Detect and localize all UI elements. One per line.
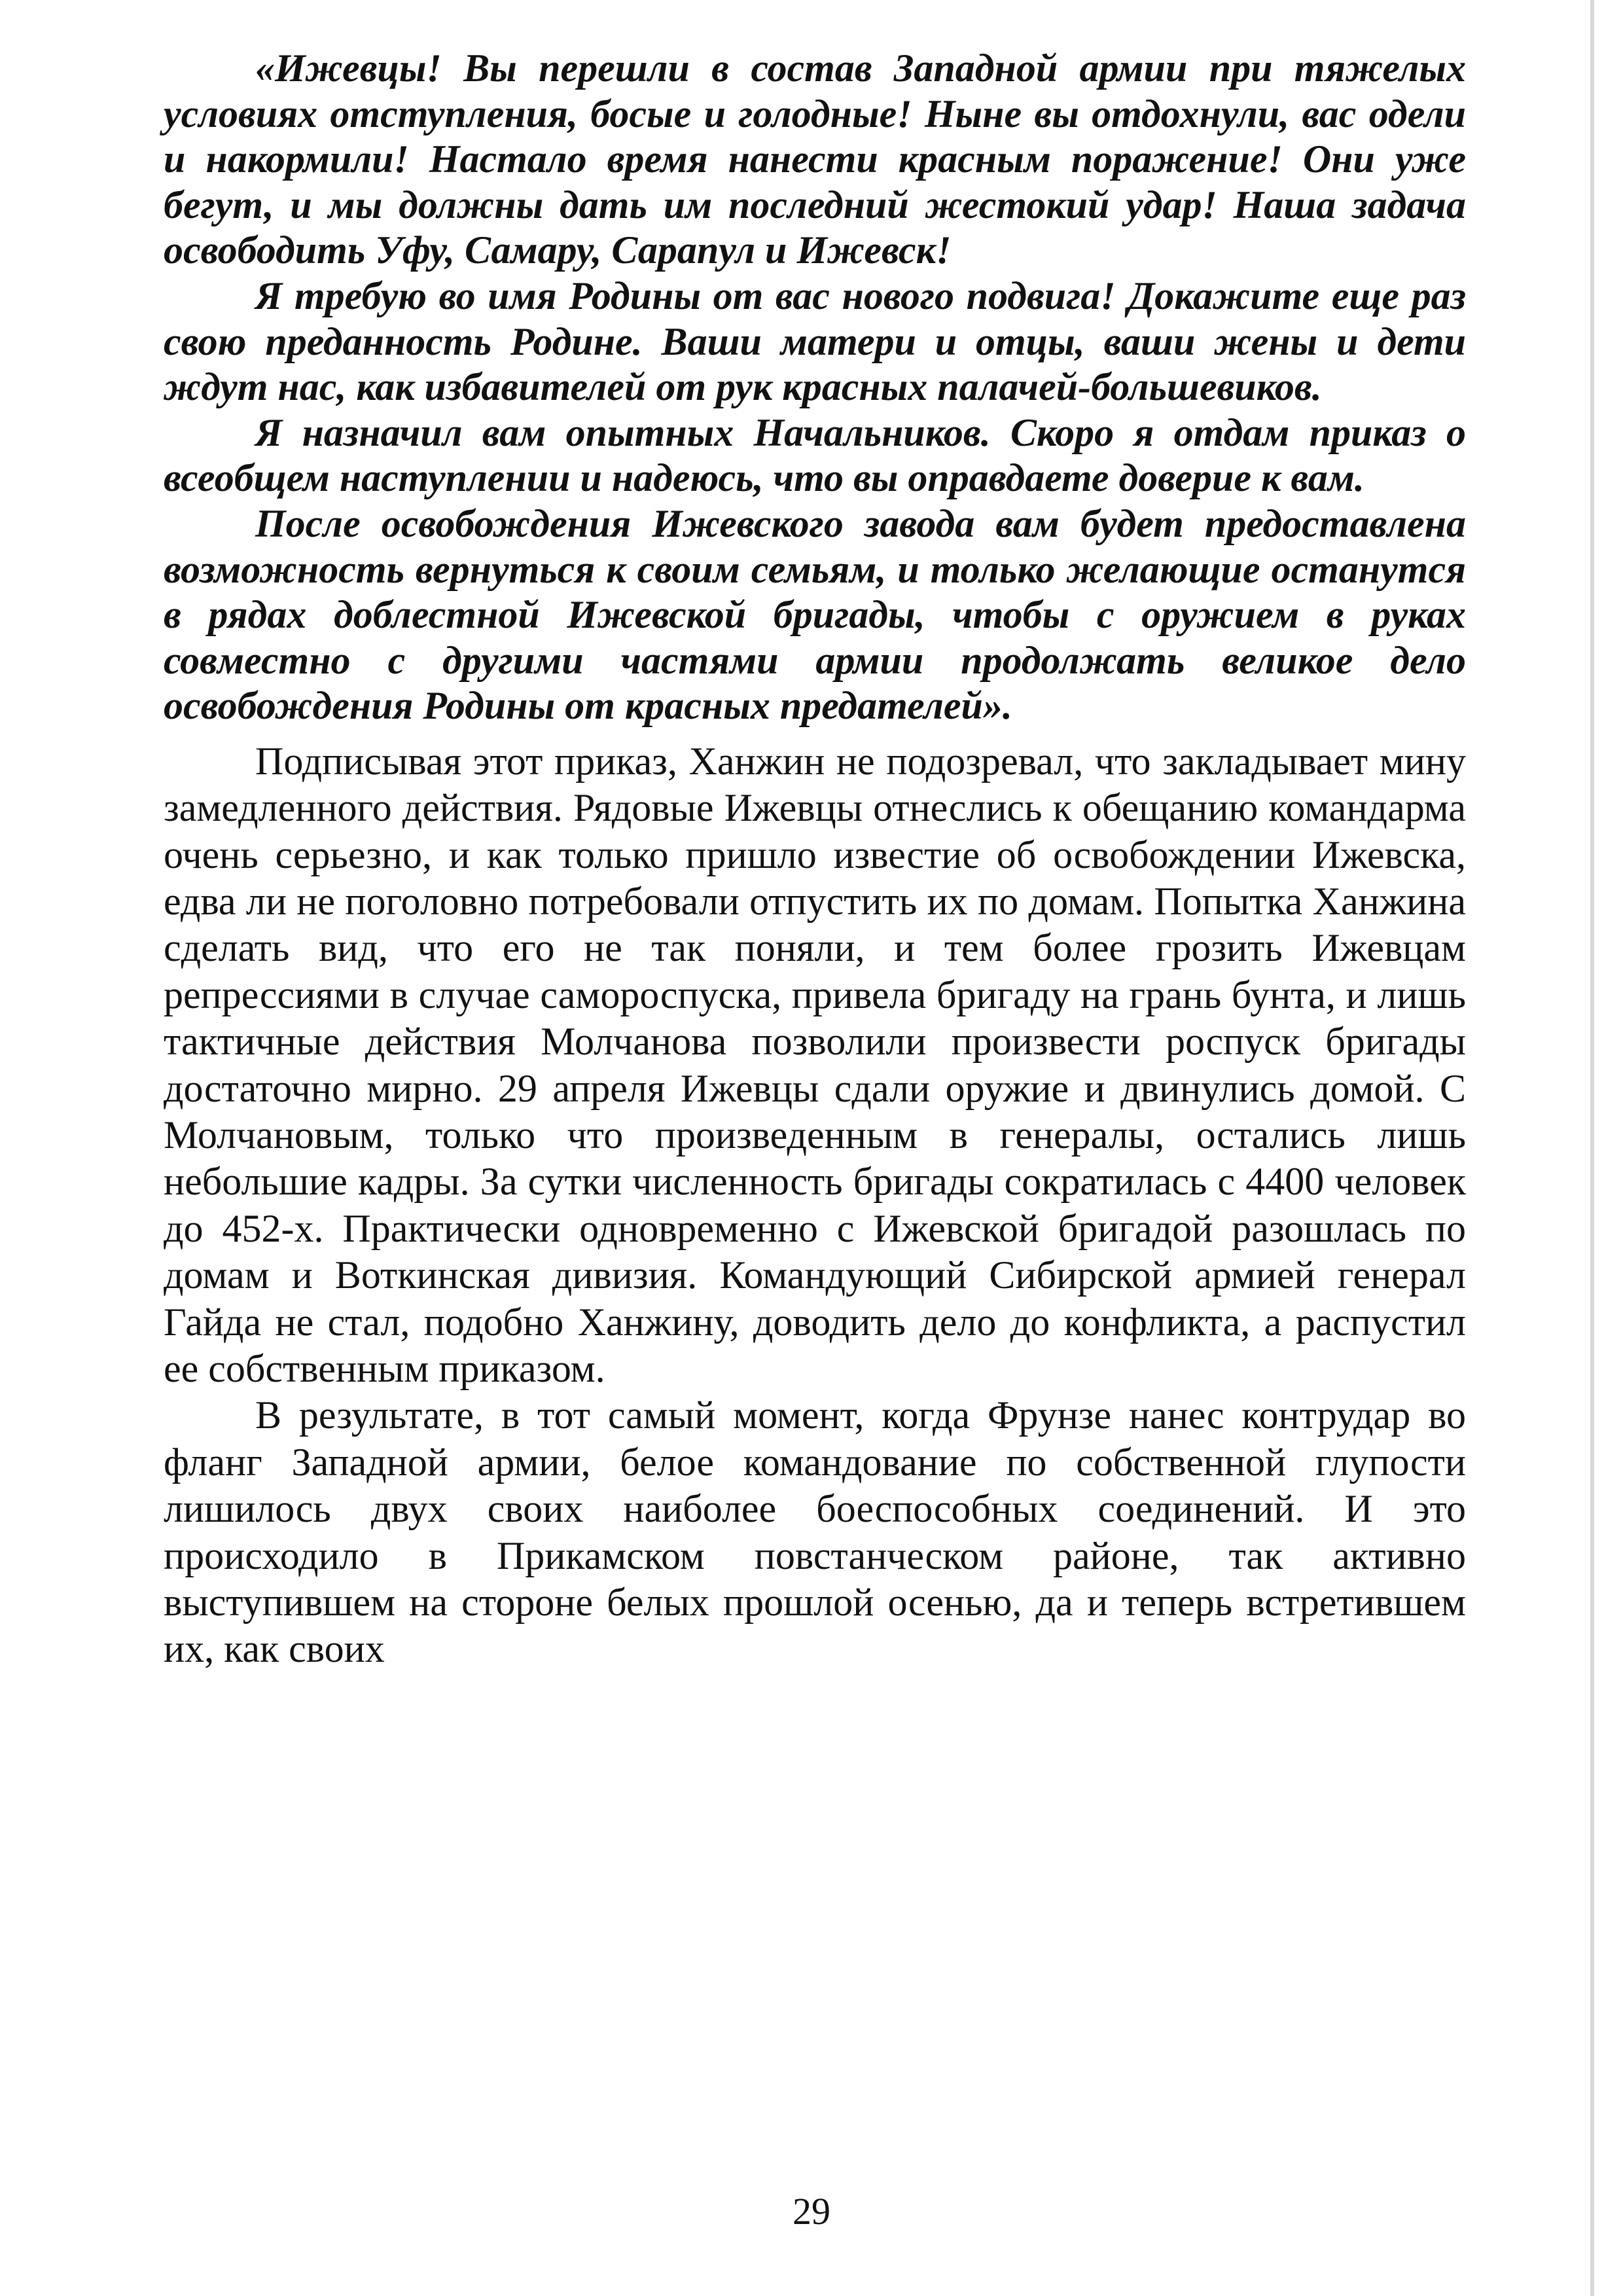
quote-paragraph-2: Я требую во имя Родины от вас нового подвига! Докажите еще раз свою преданность Родине. Ваши матери и отцы, ваши жены и дети ждут нас, как избавителей от рук красных палачей-большевиков. bbox=[164, 274, 1466, 409]
quote-paragraph-3: Я назначил вам опытных Начальников. Скоро я отдам приказ о всеобщем наступлении и надеюсь, что вы оправдаете доверие к вам. bbox=[164, 410, 1466, 500]
main-text-block bbox=[164, 738, 1466, 1673]
quote-paragraph-1: «Ижевцы! Вы перешли в состав Западной армии при тяжелых условиях отступления, босые и голодные! Ныне вы отдохнули, вас одели и накормили! Настало время нанести красным поражение! Они уже бегут, и мы должны дать им последний жестокий удар! Наша задача освободить Уфу, Самару, Сарапул и Ижевск! bbox=[164, 46, 1466, 272]
quote-paragraph-4: После освобождения Ижевского завода вам будет предоставлена возможность вернуться к своим семьям, и только желающие останутся в рядах доблестной Ижевской бригады, чтобы с оружием в руках совместно с другими частями армии продолжать великое дело освобождения Родины от красных предателей». bbox=[164, 501, 1466, 728]
body-paragraph-1: Подписывая этот приказ, Ханжин не подозревал, что закладывает мину замедленного действия. Рядовые Ижевцы отнеслись к обещанию командарма очень серьезно, и как только пришло известие об освобождении Ижевска, едва ли не поголовно потребовали отпустить их по домам. Попытка Ханжина сделать вид, что его не так поняли, и тем более грозить Ижевцам репрессиями в случае самороспуска, привела бригаду на грань бунта, и лишь тактичные действия Молчанова позволили произвести роспуск бригады достаточно мирно. 29 апреля Ижевцы сдали оружие и двинулись домой. С Молчановым, только что произведенным в генералы, остались лишь небольшие кадры. За сутки численность бригады сократилась с 4400 человек до 452-х. Практически одновременно с Ижевской бригадой разошлась по домам и Воткинская дивизия. Командующий Сибирской армией генерал Гайда не стал, подобно Ханжину, доводить дело до конфликта, а распустил ее собственным приказом. bbox=[164, 739, 1466, 1390]
page-content bbox=[164, 46, 1466, 1673]
page-edge-line bbox=[1590, 0, 1594, 2296]
page-number: 29 bbox=[793, 2190, 830, 2233]
order-quote-block bbox=[164, 46, 1466, 729]
body-paragraph-2: В результате, в тот самый момент, когда Фрунзе нанес контрудар во фланг Западной армии, белое командование по собственной глупости лишилось двух своих наиболее боеспособных соединений. И это происходило в Прикамском повстанческом районе, так активно выступившем на стороне белых прошлой осенью, да и теперь встретившем их, как своих bbox=[164, 1393, 1466, 1671]
